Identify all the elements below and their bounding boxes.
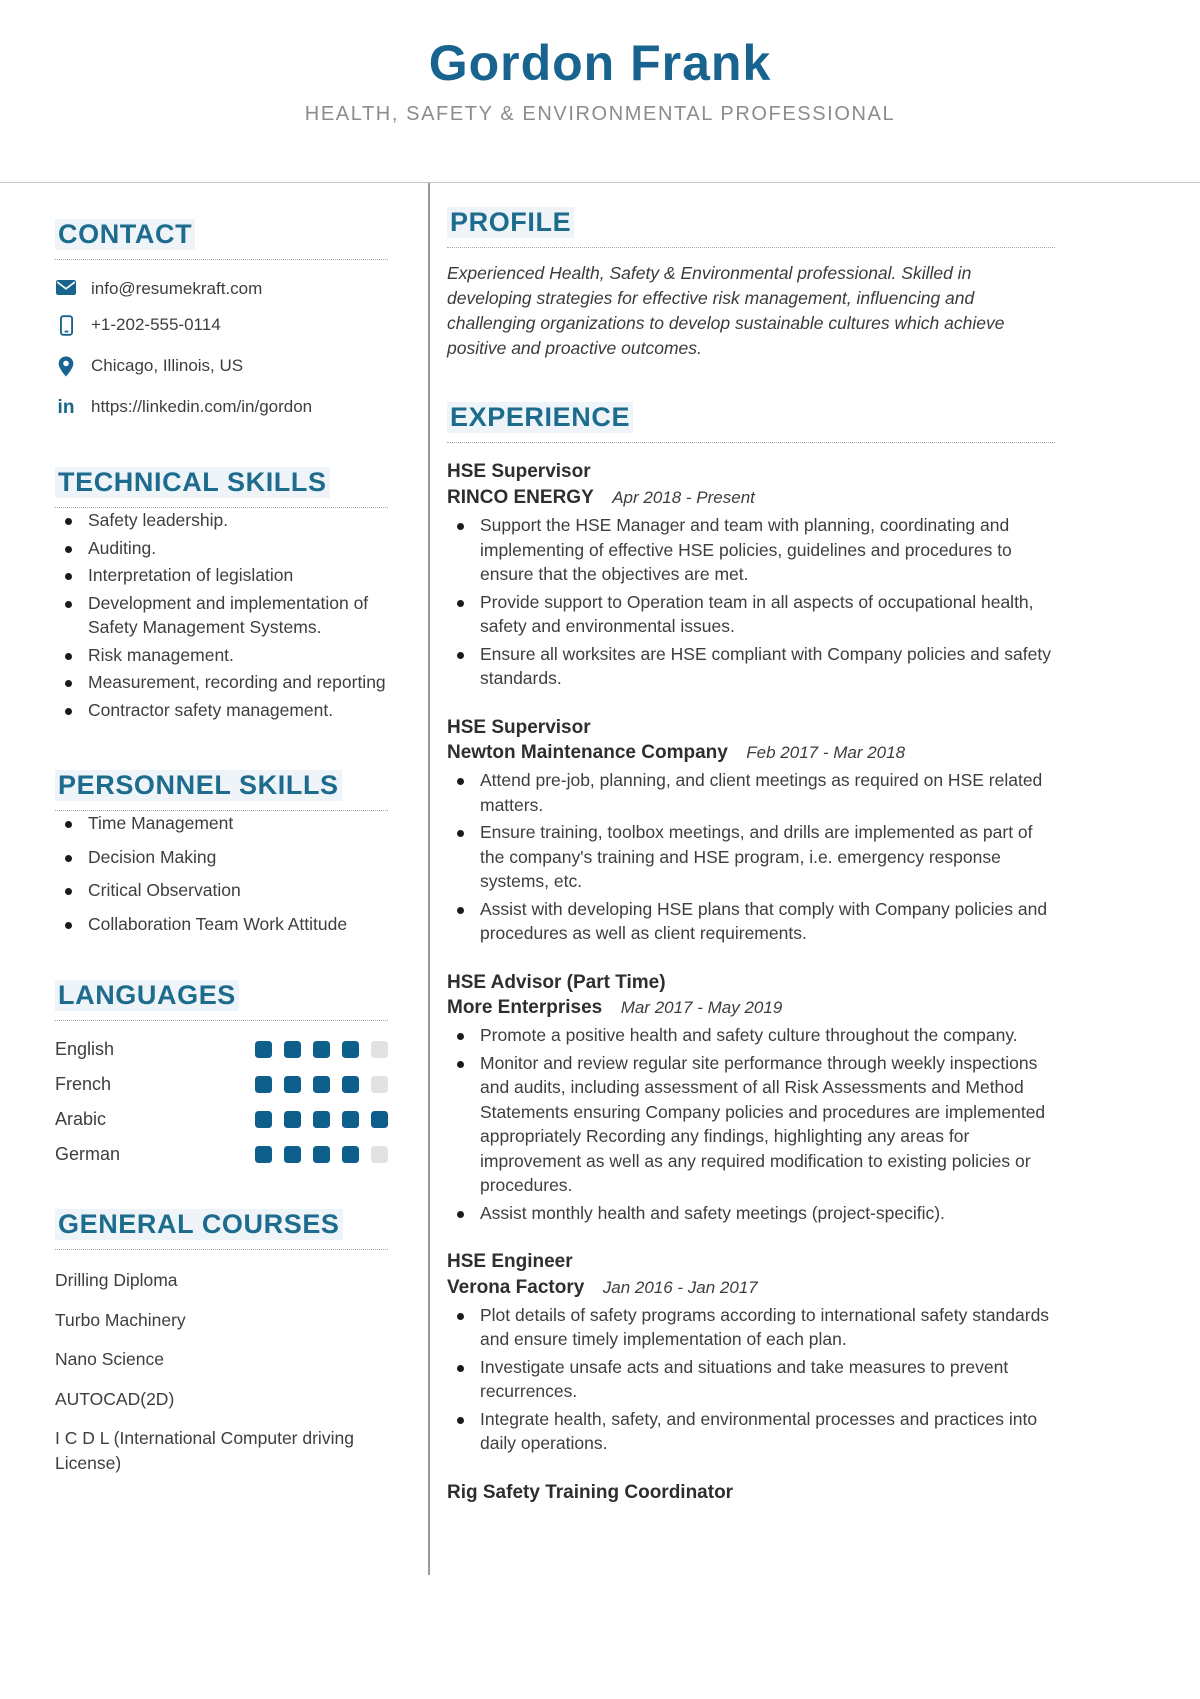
- job-entry: [447, 970, 1055, 1226]
- language-level-square: [342, 1111, 359, 1128]
- personnel-skills-heading-text: PERSONNEL SKILLS: [55, 770, 342, 801]
- job-entry: [447, 1480, 1055, 1506]
- job-bullet: Provide support to Operation team in all aspects of occupational health, safety and environmental issues.: [447, 590, 1055, 639]
- job-bullet: Monitor and review regular site performance through weekly inspections and audits, including assessment of all Risk Assessments and Method Statements ensuring Company policies and procedures are implemented appropriately Recording any findings, highlighting any areas for improvement as well as any required modification to existing policies or procedures.: [447, 1051, 1055, 1198]
- language-level-square: [371, 1041, 388, 1058]
- job-company: Newton Maintenance Company: [447, 742, 728, 764]
- language-level-square: [284, 1076, 301, 1093]
- language-name: German: [55, 1144, 121, 1165]
- contact-heading: [55, 219, 388, 260]
- job-company: More Enterprises: [447, 997, 603, 1019]
- job-dates: Feb 2017 - Mar 2018: [746, 743, 906, 763]
- sidebar: [0, 183, 430, 1575]
- skill-item: Contractor safety management.: [55, 698, 388, 723]
- job-title: HSE Advisor (Part Time): [447, 971, 666, 993]
- language-name: Arabic: [55, 1109, 107, 1130]
- technical-skills-section: [55, 467, 388, 722]
- profile-text: Experienced Health, Safety & Environmental professional. Skilled in developing strategies for effective risk management, influencing and challenging organizations to develop sustainable cultures which achieve positive and proactive outcomes.: [447, 263, 1005, 358]
- job-bullet: Plot details of safety programs according to international safety standards and ensure timely implementation of each plan.: [447, 1303, 1055, 1352]
- job-title: HSE Engineer: [447, 1251, 573, 1273]
- language-row: [55, 1109, 388, 1130]
- contact-list: [55, 278, 388, 419]
- language-row: [55, 1074, 388, 1095]
- job-bullets: [447, 513, 1055, 691]
- job-dates: Jan 2016 - Jan 2017: [602, 1277, 758, 1297]
- job-entry: [447, 459, 1055, 690]
- language-level-square: [342, 1041, 359, 1058]
- skill-item: Time Management: [55, 811, 388, 836]
- header: [0, 0, 1200, 183]
- language-name: English: [55, 1039, 115, 1060]
- language-level-square: [255, 1111, 272, 1128]
- course-item: I C D L (International Computer driving License): [55, 1427, 354, 1474]
- language-level-square: [284, 1041, 301, 1058]
- language-level-square: [342, 1076, 359, 1093]
- language-level-square: [255, 1041, 272, 1058]
- general-courses-heading: [55, 1209, 388, 1250]
- languages-heading-text: LANGUAGES: [55, 980, 239, 1011]
- job-title: HSE Supervisor: [447, 716, 591, 738]
- languages-list: [55, 1039, 388, 1165]
- email-icon: [55, 279, 77, 301]
- course-item: Drilling Diploma: [55, 1270, 178, 1291]
- skill-item: Safety leadership.: [55, 508, 388, 533]
- contact-location-text: Chicago, Illinois, US: [91, 356, 244, 376]
- personnel-skills-heading: [55, 770, 388, 811]
- technical-skills-list: [55, 508, 388, 722]
- general-courses-heading-text: GENERAL COURSES: [55, 1209, 343, 1240]
- contact-section: [55, 219, 388, 419]
- job-dates: Mar 2017 - May 2019: [620, 998, 783, 1018]
- profile-heading-text: PROFILE: [447, 207, 574, 238]
- skill-item: Collaboration Team Work Attitude: [55, 912, 388, 937]
- general-courses-section: [55, 1209, 388, 1476]
- contact-item-location: [55, 355, 388, 383]
- language-level-square: [255, 1146, 272, 1163]
- skill-item: Risk management.: [55, 643, 388, 668]
- profile-heading: [447, 207, 1055, 248]
- language-level-square: [342, 1146, 359, 1163]
- contact-item-linkedin[interactable]: [55, 396, 388, 419]
- course-item: Turbo Machinery: [55, 1309, 186, 1330]
- phone-icon: [55, 315, 77, 342]
- job-entry: [447, 715, 1055, 946]
- personnel-skills-list: [55, 811, 388, 936]
- job-company-line: [447, 487, 1055, 509]
- course-item: Nano Science: [55, 1349, 164, 1370]
- person-name: Gordon Frank: [428, 35, 772, 91]
- language-level: [255, 1146, 388, 1163]
- job-bullet: Integrate health, safety, and environmental processes and practices into daily operations.: [447, 1407, 1055, 1456]
- languages-heading: [55, 980, 388, 1021]
- person-job-title: HEALTH, SAFETY & ENVIRONMENTAL PROFESSIONAL: [304, 103, 896, 125]
- job-bullets: [447, 1023, 1055, 1225]
- experience-section: [447, 402, 1055, 1505]
- job-company-line: [447, 1277, 1055, 1299]
- contact-item-phone[interactable]: [55, 314, 388, 342]
- job-dates: Apr 2018 - Present: [612, 488, 755, 508]
- skill-item: Decision Making: [55, 845, 388, 870]
- language-level-square: [313, 1111, 330, 1128]
- job-title: Rig Safety Training Coordinator: [447, 1481, 734, 1503]
- language-level: [255, 1041, 388, 1058]
- course-item: AUTOCAD(2D): [55, 1388, 175, 1409]
- experience-heading: [447, 402, 1055, 443]
- job-company: RINCO ENERGY: [447, 487, 594, 509]
- job-bullet: Investigate unsafe acts and situations and take measures to prevent recurrences.: [447, 1355, 1055, 1404]
- language-name: French: [55, 1074, 112, 1095]
- language-level-square: [313, 1076, 330, 1093]
- profile-section: [447, 207, 1055, 360]
- skill-item: Measurement, recording and reporting: [55, 670, 388, 695]
- language-level-square: [371, 1076, 388, 1093]
- language-level-square: [255, 1076, 272, 1093]
- language-row: [55, 1144, 388, 1165]
- contact-heading-text: CONTACT: [55, 219, 195, 250]
- job-bullets: [447, 1303, 1055, 1456]
- job-bullet: Promote a positive health and safety culture throughout the company.: [447, 1023, 1055, 1048]
- job-bullet: Ensure all worksites are HSE compliant with Company policies and safety standards.: [447, 642, 1055, 691]
- contact-linkedin-text: https://linkedin.com/in/gordon: [91, 397, 313, 417]
- contact-item-email[interactable]: [55, 278, 388, 301]
- skill-item: Auditing.: [55, 536, 388, 561]
- personnel-skills-section: [55, 770, 388, 936]
- courses-list: [55, 1268, 388, 1476]
- job-bullet: Assist with developing HSE plans that comply with Company policies and procedures as well as client requirements.: [447, 897, 1055, 946]
- job-bullet: Assist monthly health and safety meetings (project-specific).: [447, 1201, 1055, 1226]
- linkedin-icon: in: [57, 397, 75, 419]
- contact-email-text: info@resumekraft.com: [91, 279, 263, 298]
- job-company-line: [447, 742, 1055, 764]
- language-level-square: [313, 1146, 330, 1163]
- job-bullet: Ensure training, toolbox meetings, and drills are implemented as part of the company's training and HSE program, i.e. emergency response systems, etc.: [447, 820, 1055, 894]
- language-level: [255, 1111, 388, 1128]
- skill-item: Development and implementation of Safety Management Systems.: [55, 591, 388, 640]
- location-icon: [55, 356, 77, 383]
- language-level-square: [313, 1041, 330, 1058]
- language-level-square: [371, 1111, 388, 1128]
- language-level-square: [284, 1111, 301, 1128]
- languages-section: [55, 980, 388, 1165]
- job-bullets: [447, 768, 1055, 946]
- language-level-square: [371, 1146, 388, 1163]
- job-bullet: Attend pre-job, planning, and client meetings as required on HSE related matters.: [447, 768, 1055, 817]
- skill-item: Interpretation of legislation: [55, 563, 388, 588]
- job-bullet: Support the HSE Manager and team with planning, coordinating and implementing of effective HSE policies, guidelines and procedures to ensure that the objectives are met.: [447, 513, 1055, 587]
- skill-item: Critical Observation: [55, 878, 388, 903]
- main-column: [430, 183, 1200, 1575]
- contact-phone-text: +1-202-555-0114: [91, 315, 221, 335]
- language-row: [55, 1039, 388, 1060]
- technical-skills-heading-text: TECHNICAL SKILLS: [55, 467, 330, 498]
- job-company-line: [447, 997, 1055, 1019]
- job-company: Verona Factory: [447, 1276, 585, 1298]
- content-columns: [0, 183, 1200, 1575]
- job-entry: [447, 1249, 1055, 1456]
- experience-heading-text: EXPERIENCE: [447, 402, 633, 433]
- language-level-square: [284, 1146, 301, 1163]
- language-level: [255, 1076, 388, 1093]
- job-title: HSE Supervisor: [447, 461, 591, 483]
- technical-skills-heading: [55, 467, 388, 508]
